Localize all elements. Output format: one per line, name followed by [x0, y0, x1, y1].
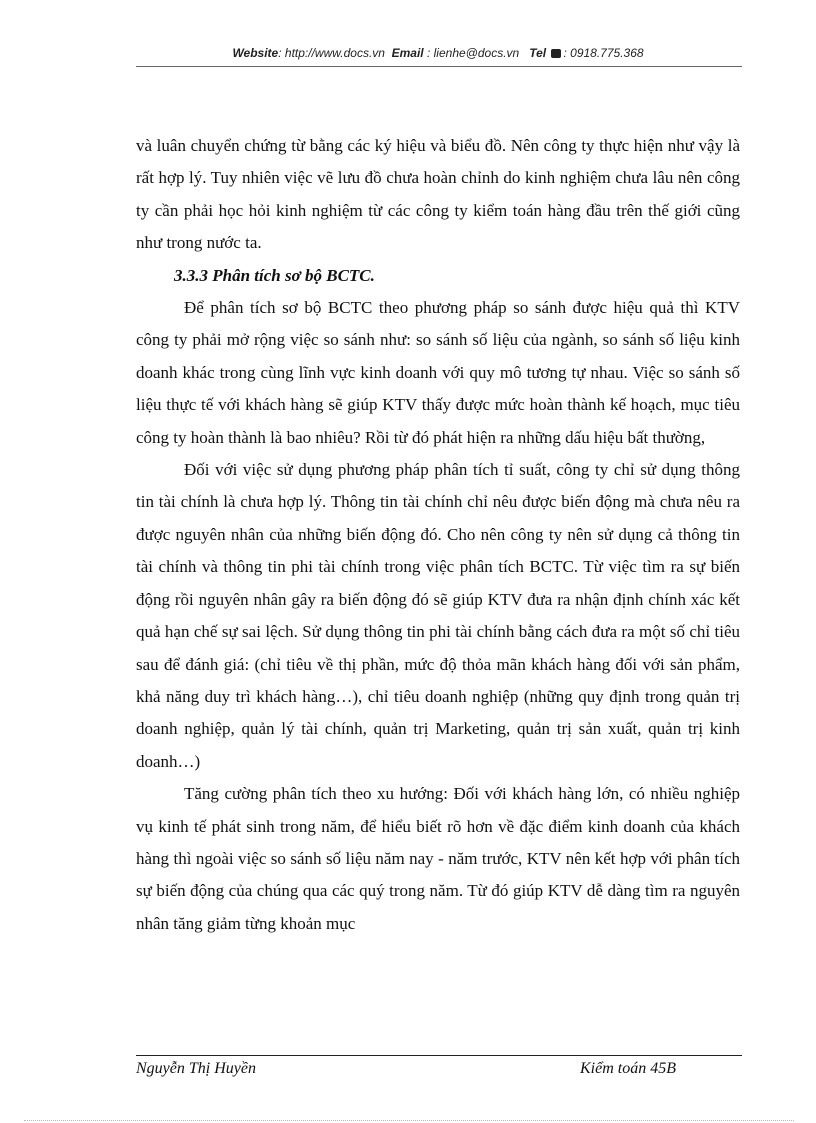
telephone-icon: [551, 49, 561, 58]
document-body: [136, 130, 740, 940]
paragraph-ratio-analysis: Đối với việc sử dụng phương pháp phân tích tỉ suất, công ty chỉ sử dụng thông tin tài chính là chưa hợp lý. Thông tin tài chính chỉ nêu được biến động mà chưa nêu ra được nguyên nhân của những biến động đó. Cho nên công ty nên sử dụng cả thông tin tài chính và thông tin phi tài chính trong việc phân tích BCTC. Từ việc tìm ra sự biến động rồi nguyên nhân gây ra biến động đó sẽ giúp KTV đưa ra nhận định chính xác kết quả hạn chế sự sai lệch. Sử dụng thông tin phi tài chính bằng cách đưa ra một số chỉ tiêu sau để đánh giá: (chỉ tiêu về thị phần, mức độ thỏa mãn khách hàng đối với sản phẩm, khả năng duy trì khách hàng…), chỉ tiêu doanh nghiệp (những quy định trong quản trị doanh nghiệp, quản lý tài chính, quản trị Marketing, quản trị sản xuất, quản trị kinh doanh…): [136, 460, 740, 771]
page-header: [136, 46, 740, 60]
website-url[interactable]: : http://www.docs.vn: [278, 46, 385, 60]
footer-divider: [136, 1055, 742, 1056]
paragraph-comparison: Để phân tích sơ bộ BCTC theo phương pháp so sánh được hiệu quả thì KTV công ty phải mở rộng việc so sánh như: so sánh số liệu của ngành, so sánh số liệu kinh doanh khác trong cùng lĩnh vực kinh doanh với quy mô tương tự nhau. Việc so sánh số liệu thực tế với khách hàng sẽ giúp KTV thấy được mức hoàn thành kế hoạch, mục tiêu công ty hoàn thành là bao nhiêu? Rồi từ đó phát hiện ra những dấu hiệu bất thường,: [136, 298, 740, 447]
page-bottom-edge: [24, 1120, 794, 1121]
tel-number: : 0918.775.368: [563, 46, 644, 60]
section-heading: 3.3.3 Phân tích sơ bộ BCTC.: [174, 265, 375, 285]
email-label: Email: [391, 46, 424, 60]
footer-course: Kiểm toán 45B: [580, 1060, 676, 1077]
paragraph-trend-analysis: Tăng cường phân tích theo xu hướng: Đối với khách hàng lớn, có nhiều nghiệp vụ kinh tế phát sinh trong năm, để hiểu biết rõ hơn về đặc điểm kinh doanh của khách hàng thì ngoài việc so sánh số liệu năm nay - năm trước, KTV nên kết hợp với phân tích sự biến động của chúng qua các quý trong năm. Từ đó giúp KTV dễ dàng tìm ra nguyên nhân tăng giảm từng khoản mục: [136, 784, 740, 933]
email-address[interactable]: : lienhe@docs.vn: [423, 46, 520, 60]
website-label: Website: [232, 46, 279, 60]
header-divider: [136, 66, 742, 67]
footer-author: Nguyễn Thị Huyền: [136, 1060, 256, 1077]
paragraph-continued: và luân chuyển chứng từ bằng các ký hiệu và biểu đồ. Nên công ty thực hiện như vậy là rất hợp lý. Tuy nhiên việc vẽ lưu đồ chưa hoàn chỉnh do kinh nghiệm chưa lâu nên công ty cần phải học hỏi kinh nghiệm từ các công ty kiểm toán hàng đầu trên thế giới cũng như trong nước ta.: [136, 136, 740, 253]
tel-label: Tel: [529, 46, 547, 60]
